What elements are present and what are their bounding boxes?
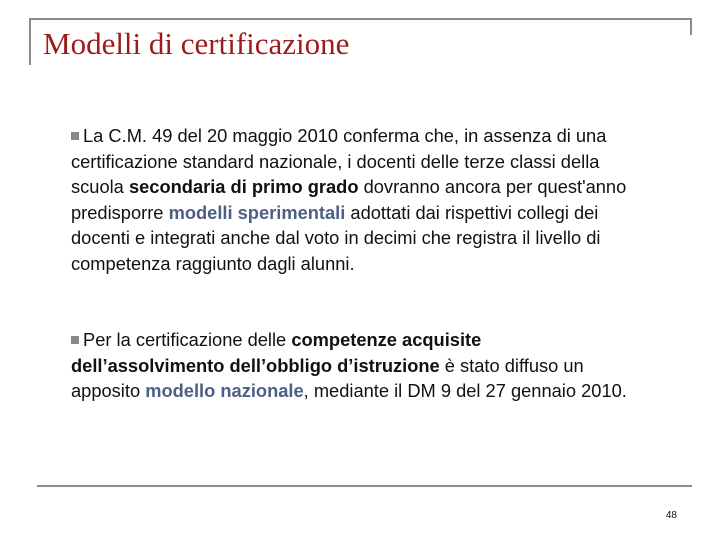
text-run: certificazione standard nazionale, i docenti delle terze classi della	[71, 150, 600, 172]
text-line	[71, 380, 627, 401]
emphasized-text: competenze acquisite	[291, 329, 482, 350]
page-number: 48	[665, 510, 677, 521]
title-frame-top	[29, 18, 692, 20]
text-run: Per la certificazione delle	[83, 329, 292, 350]
text-line	[71, 253, 355, 274]
footer-divider	[37, 485, 692, 487]
text-line	[71, 227, 600, 248]
text-run: , mediante il DM 9 del 27 gennaio 2010.	[303, 380, 627, 402]
title-frame-left	[29, 18, 31, 65]
text-run: dovranno ancora per quest'anno	[358, 176, 627, 198]
bullet-paragraph	[71, 123, 711, 277]
title-frame-right	[690, 18, 692, 35]
square-bullet-icon	[71, 132, 79, 140]
emphasized-text: secondaria di primo grado	[128, 176, 359, 198]
square-bullet-icon	[71, 336, 79, 344]
emphasized-text: modelli sperimentali	[168, 201, 346, 223]
text-run: docenti e integrati anche dal voto in decimi che registra il livello di	[71, 227, 601, 249]
text-run: scuola	[71, 176, 129, 198]
text-line	[71, 151, 599, 172]
text-run: adottati dai rispettivi collegi dei	[345, 201, 599, 223]
text-line	[83, 329, 481, 350]
text-line	[83, 125, 606, 146]
emphasized-text: dell’assolvimento dell’obbligo d’istruzione	[71, 354, 440, 376]
text-line	[71, 202, 598, 223]
text-run: predisporre	[71, 201, 169, 223]
text-run: è stato diffuso un	[439, 354, 584, 376]
text-line	[71, 355, 584, 376]
slide-title: Modelli di certificazione	[43, 26, 350, 61]
text-run: La C.M. 49 del 20 maggio 2010 conferma che, in assenza di una	[83, 125, 607, 146]
text-line	[71, 176, 626, 197]
text-run: competenza raggiunto dagli alunni.	[71, 252, 355, 274]
text-run: apposito	[71, 380, 146, 402]
emphasized-text: modello nazionale	[145, 380, 304, 402]
bullet-paragraph	[71, 327, 711, 404]
